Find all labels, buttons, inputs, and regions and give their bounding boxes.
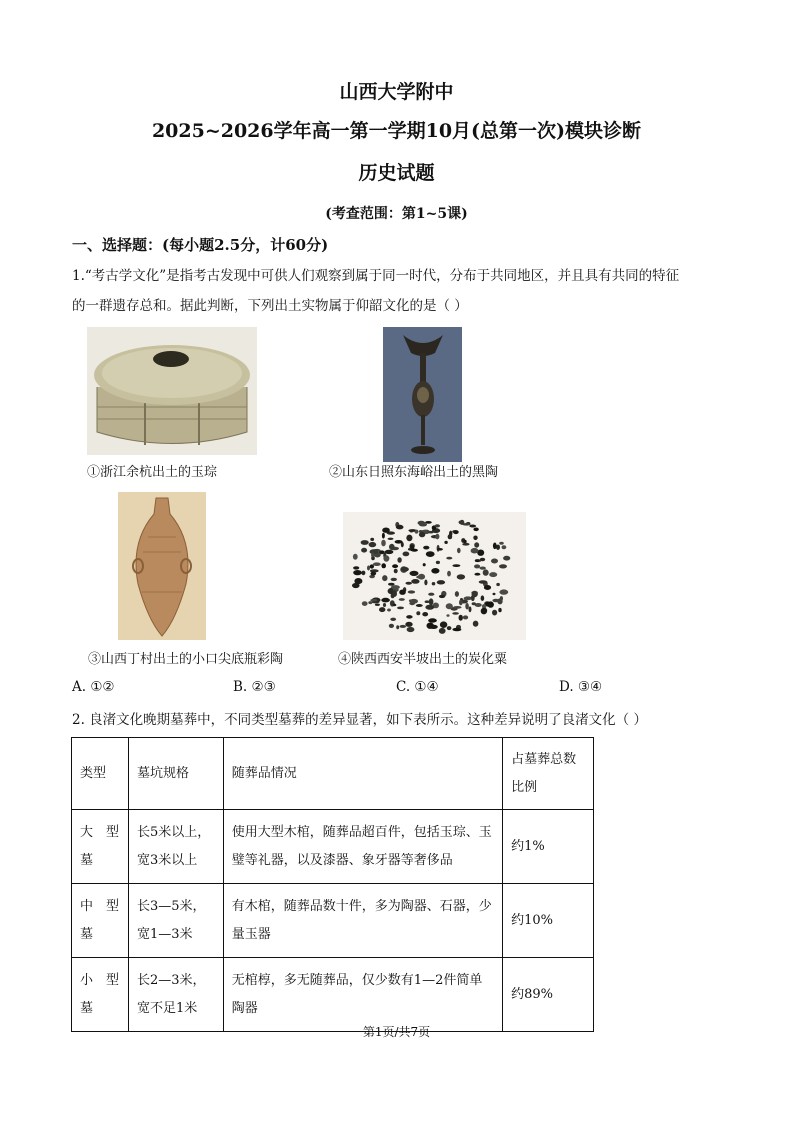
- carbonized-millet-image: [343, 512, 526, 640]
- table-cell: 中 型墓: [72, 884, 129, 958]
- page-number: 第1页/共7页: [362, 1025, 431, 1039]
- option-d: D. ③④: [559, 679, 603, 695]
- table-cell: 使用大型木棺，随葬品超百件，包括玉琮、玉璧等礼器，以及漆器、象牙器等奢侈品: [223, 810, 502, 884]
- table-cell: 约10%: [503, 884, 594, 958]
- table-header-cell: 占墓葬总数比例: [503, 738, 594, 810]
- caption-4: ④陕西西安半坡出土的炭化粟: [338, 652, 508, 667]
- question-1-stem: [72, 261, 732, 321]
- tomb-table: [71, 737, 594, 1032]
- jade-cong-image: [87, 327, 257, 455]
- table-header-cell: 墓坑规格: [128, 738, 223, 810]
- exam-scope: (考查范围：第1~5课): [325, 206, 468, 222]
- question-1-line-1: 1.“考古学文化”是指考古发现中可供人们观察到属于同一时代，分布于共同地区，并且具有共同的特征: [72, 268, 680, 284]
- table-cell: 无棺椁，多无随葬品，仅少数有1—2件简单陶器: [223, 958, 502, 1032]
- table-cell: 有木棺，随葬品数十件，多为陶器、石器，少量玉器: [223, 884, 502, 958]
- exam-title: 2025~2026学年高一第一学期10月(总第一次)模块诊断: [151, 120, 642, 142]
- table-row: [72, 884, 594, 958]
- caption-3: ③山西丁村出土的小口尖底瓶彩陶: [88, 652, 284, 667]
- school-title: 山西大学附中: [339, 81, 454, 103]
- subject-title: 历史试题: [358, 162, 435, 184]
- table-cell: 约1%: [503, 810, 594, 884]
- table-cell: 长5米以上，宽3米以上: [128, 810, 223, 884]
- table-cell: 小 型墓: [72, 958, 129, 1032]
- black-pottery-image: [383, 327, 462, 462]
- section-title: 一、选择题：(每小题2.5分，计60分): [72, 236, 329, 254]
- question-2-stem: 2. 良渚文化晚期墓葬中，不同类型墓葬的差异显著，如下表所示。这种差异说明了良渚文化（ ）: [72, 712, 647, 728]
- option-a: A. ①②: [72, 679, 115, 695]
- table-header-row: [72, 738, 594, 810]
- table-cell: 长2—3米，宽不足1米: [128, 958, 223, 1032]
- question-1-line-2: 的一群遗存总和。据此判断，下列出土实物属于仰韶文化的是（ ）: [72, 298, 468, 314]
- caption-1: ①浙江余杭出土的玉琮: [87, 465, 218, 480]
- pointed-bottom-bottle-image: [118, 492, 206, 640]
- option-b: B. ②③: [233, 679, 276, 695]
- caption-2: ②山东日照东海峪出土的黑陶: [329, 465, 499, 480]
- table-cell: 大 型墓: [72, 810, 129, 884]
- table-header-cell: 随葬品情况: [223, 738, 502, 810]
- table-cell: 长3—5米，宽1—3米: [128, 884, 223, 958]
- table-row: [72, 958, 594, 1032]
- table-cell: 约89%: [503, 958, 594, 1032]
- option-c: C. ①④: [396, 679, 439, 695]
- table-header-cell: 类型: [72, 738, 129, 810]
- table-row: [72, 810, 594, 884]
